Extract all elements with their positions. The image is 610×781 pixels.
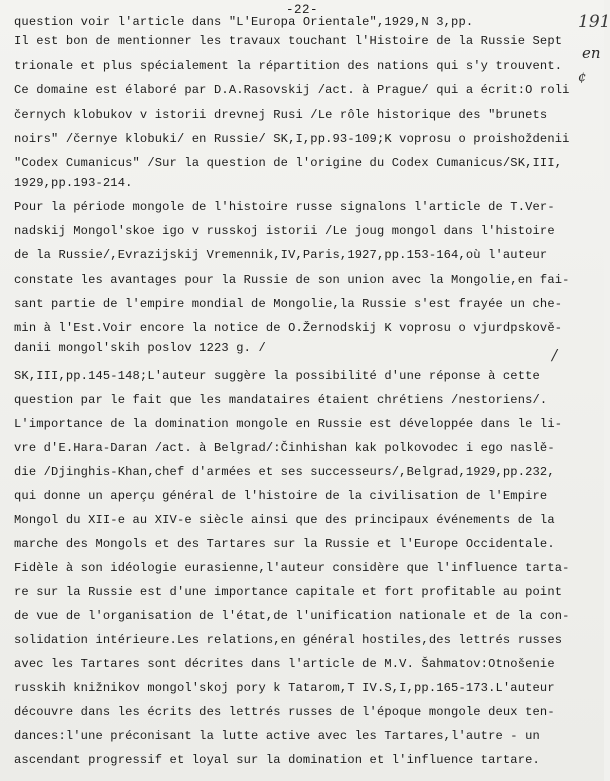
text-line: trionale et plus spécialement la répartition des nations qui s'y trouvent. [14, 59, 563, 73]
page-number: -22- [285, 3, 318, 17]
margin-note-slash: / [552, 346, 558, 364]
text-line: sant partie de l'empire mondial de Mongolie,la Russie s'est frayée un che- [14, 297, 563, 311]
text-line: solidation intérieure.Les relations,en général hostiles,des lettrés russes [14, 633, 563, 647]
text-line: de la Russie/,Evrazijskij Vremennik,IV,Paris,1927,pp.153-164,où l'auteur [14, 248, 548, 262]
text-line: Fidèle à son idéologie eurasienne,l'auteur considère que l'influence tarta- [14, 561, 570, 575]
text-line: qui donne un aperçu général de l'histoire de la civilisation de l'Empire [14, 489, 548, 503]
margin-note-mark: ¢ [578, 70, 587, 85]
text-line: re sur la Russie est d'une importance capitale et fort profitable au point [14, 585, 563, 599]
text-line: découvre dans les écrits des lettrés russes de l'époque mongole deux ten- [14, 705, 555, 719]
text-line: dances:l'une préconisant la lutte active avec les Tartares,l'autre - un [14, 729, 540, 743]
text-line: avec les Tartares sont décrites dans l'article de M.V. Šahmatov:Otnošenie [14, 657, 555, 671]
text-line: question voir l'article dans "L'Europa Orientale",1929,N 3,pp. [14, 15, 474, 29]
text-line: Pour la période mongole de l'histoire russe signalons l'article de T.Ver- [14, 200, 555, 214]
text-line: Ce domaine est élaboré par D.A.Rasovskij /act. à Prague/ qui a écrit:O roli [14, 83, 570, 97]
text-line: vre d'E.Hara-Daran /act. à Belgrad/:Činhishan kak polkovodec i ego naslě- [14, 441, 555, 455]
text-line: de vue de l'organisation de l'état,de l'unification nationale et de la con- [14, 609, 570, 623]
text-line: SK,III,pp.145-148;L'auteur suggère la possibilité d'une réponse à cette [14, 369, 540, 383]
text-line: question par le fait que les mandataires étaient chrétiens /nestoriens/. [14, 393, 548, 407]
text-line: 1929,pp.193-214. [14, 176, 133, 190]
handwritten-folio-number: 191 [578, 12, 610, 32]
text-line: russkih knižnikov mongol'skoj pory k Tatarom,T IV.S,I,pp.165-173.L'auteur [14, 681, 555, 695]
text-line: noirs" /černye klobuki/ en Russie/ SK,I,pp.93-109;K voprosu o proishoždenii [14, 132, 570, 146]
text-line: Il est bon de mentionner les travaux touchant l'Histoire de la Russie Sept [14, 34, 563, 48]
text-line: min à l'Est.Voir encore la notice de O.Žernodskij K voprosu o vjurdpskově- [14, 321, 563, 335]
text-line: nadskij Mongol'skoe igo v russkoj istorii /Le joug mongol dans l'histoire [14, 224, 555, 238]
text-line: Mongol du XII-e au XIV-e siècle ainsi que des principaux événements de la [14, 513, 555, 527]
text-line: constate les avantages pour la Russie de son union avec la Mongolie,en fai- [14, 273, 570, 287]
text-line: ascendant progressif et loyal sur la domination et l'influence tartare. [14, 753, 540, 767]
text-line: černych klobukov v istorii drevnej Rusi /Le rôle historique des "brunets [14, 108, 548, 122]
text-line: marche des Mongols et des Tartares sur la Russie et l'Europe Occidentale. [14, 537, 555, 551]
text-line: L'importance de la domination mongole en Russie est développée dans le li- [14, 417, 563, 431]
text-line: danii mongol'skih poslov 1223 g. / [14, 341, 266, 355]
margin-note-en: en [582, 44, 601, 62]
text-line: "Codex Cumanicus" /Sur la question de l'origine du Codex Cumanicus/SK,III, [14, 156, 563, 170]
text-line: die /Djinghis-Khan,chef d'armées et ses successeurs/,Belgrad,1929,pp.232, [14, 465, 555, 479]
